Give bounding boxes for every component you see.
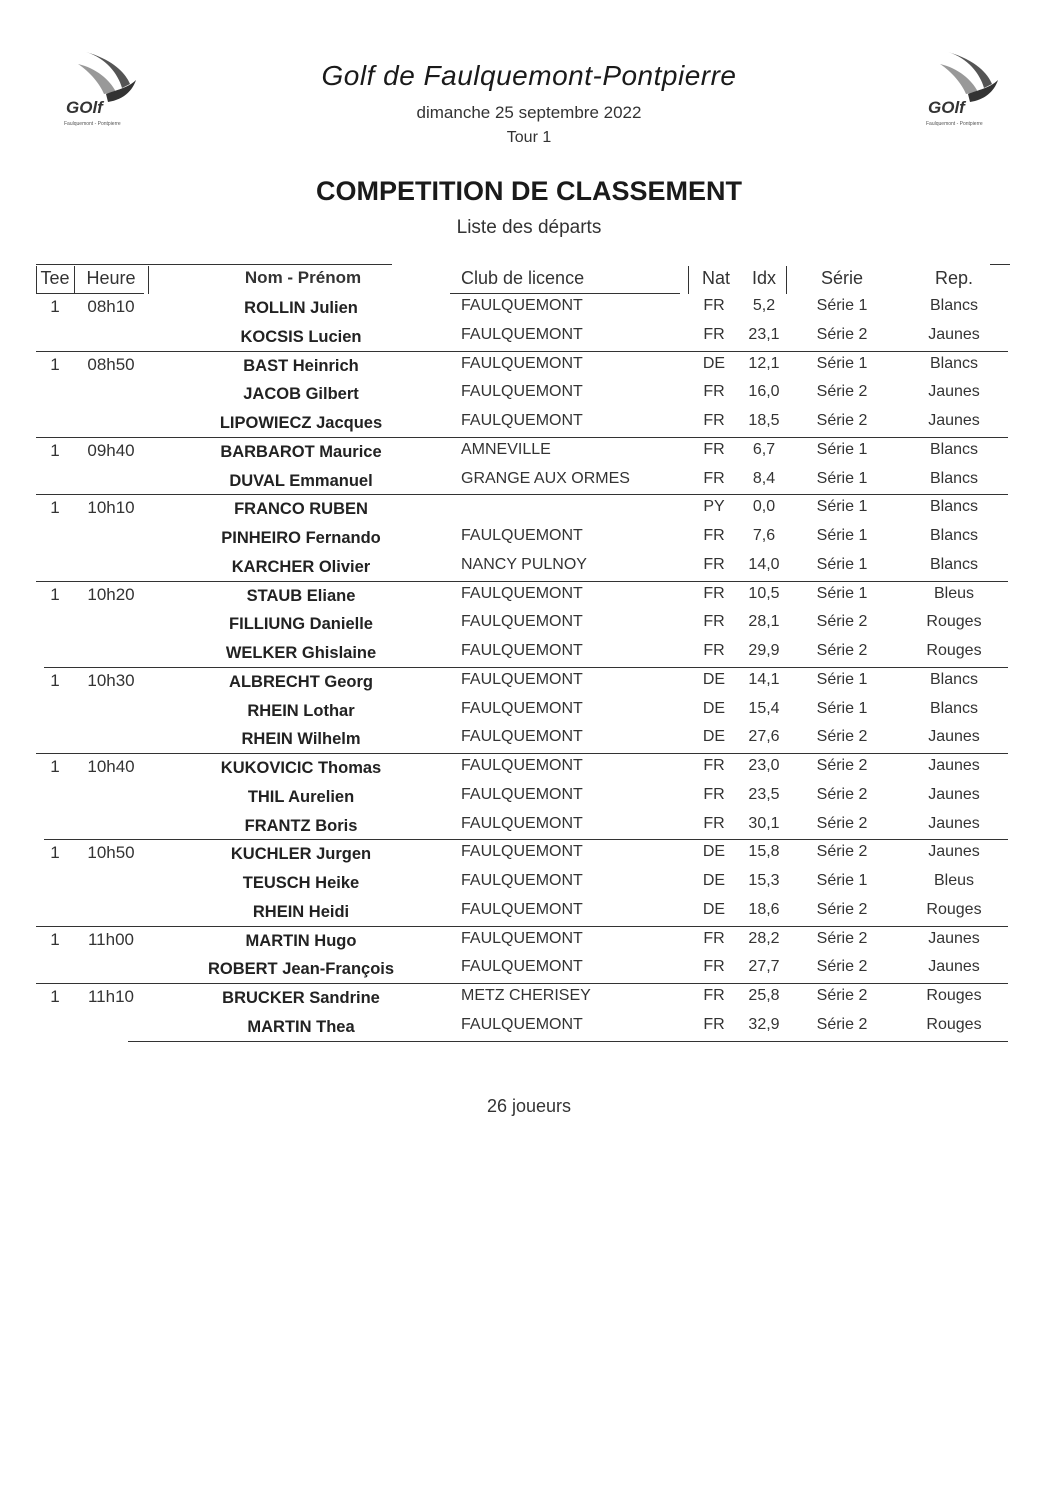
competition-heading: COMPETITION DE CLASSEMENT bbox=[315, 176, 742, 206]
col-header-rep: Rep. bbox=[934, 268, 974, 288]
player-name: STAUB Eliane bbox=[246, 586, 356, 605]
player-idx: 8,4 bbox=[752, 469, 776, 487]
player-club: FAULQUEMONT bbox=[461, 929, 583, 947]
player-rep: Blancs bbox=[929, 527, 979, 544]
player-club: FAULQUEMONT bbox=[461, 325, 583, 343]
player-idx: 16,0 bbox=[748, 383, 780, 401]
player-rep: Bleus bbox=[933, 872, 975, 889]
player-serie: Série 1 bbox=[816, 498, 868, 516]
player-name: ALBRECHT Georg bbox=[229, 672, 373, 691]
tee-number: 1 bbox=[50, 987, 60, 1006]
player-nat: FR bbox=[703, 440, 725, 458]
player-name: KUKOVICIC Thomas bbox=[220, 759, 382, 777]
tee-time: 10h10 bbox=[87, 498, 135, 518]
round-label: Tour 1 bbox=[506, 129, 552, 146]
player-nat: DE bbox=[702, 843, 726, 861]
player-club: FAULQUEMONT bbox=[461, 412, 583, 429]
player-nat: DE bbox=[702, 354, 726, 372]
player-serie: Série 2 bbox=[816, 383, 868, 401]
player-serie: Série 1 bbox=[816, 354, 868, 372]
player-rep: Blancs bbox=[929, 555, 979, 573]
tee-number: 1 bbox=[50, 843, 60, 863]
golf-logo-caption-right: Faulquemont - Pontpierre bbox=[926, 121, 983, 127]
player-idx: 10,5 bbox=[748, 584, 780, 602]
player-serie: Série 2 bbox=[816, 757, 868, 774]
player-nat: FR bbox=[703, 584, 725, 602]
player-idx: 23,0 bbox=[748, 757, 780, 774]
player-idx: 29,9 bbox=[748, 642, 780, 659]
player-club: FAULQUEMONT bbox=[461, 785, 583, 803]
player-idx: 27,7 bbox=[748, 958, 780, 976]
player-club: FAULQUEMONT bbox=[461, 900, 583, 918]
player-club: FAULQUEMONT bbox=[461, 814, 583, 832]
player-name: FILLIUNG Danielle bbox=[229, 615, 373, 634]
player-name: RHEIN Lothar bbox=[247, 701, 355, 720]
col-header-heure: Heure bbox=[86, 268, 136, 288]
player-idx: 32,9 bbox=[748, 1015, 780, 1033]
start-list-heading: Liste des départs bbox=[456, 217, 602, 238]
player-name: TEUSCH Heike bbox=[242, 874, 360, 892]
tee-time: 10h40 bbox=[87, 757, 135, 776]
player-club: FAULQUEMONT bbox=[461, 872, 583, 889]
page-title: Golf de Faulquemont-Pontpierre bbox=[321, 60, 737, 91]
player-club: AMNEVILLE bbox=[461, 440, 551, 458]
player-nat: DE bbox=[702, 670, 726, 688]
player-club: FAULQUEMONT bbox=[461, 843, 583, 861]
group-separator bbox=[36, 926, 1008, 927]
player-rep: Rouges bbox=[926, 987, 982, 1004]
player-name: LIPOWIECZ Jacques bbox=[219, 414, 383, 432]
col-header-nom: Nom - Prénom bbox=[244, 268, 362, 287]
player-nat: FR bbox=[703, 757, 725, 774]
player-serie: Série 1 bbox=[816, 440, 868, 458]
player-serie: Série 2 bbox=[816, 728, 868, 746]
player-serie: Série 2 bbox=[816, 958, 868, 976]
player-serie: Série 2 bbox=[816, 613, 868, 631]
player-idx: 28,1 bbox=[748, 613, 780, 631]
tee-number: 1 bbox=[50, 440, 60, 460]
player-club: FAULQUEMONT bbox=[461, 297, 583, 314]
player-nat: FR bbox=[703, 929, 725, 947]
player-serie: Série 2 bbox=[816, 814, 868, 832]
player-club: FAULQUEMONT bbox=[461, 670, 583, 688]
player-name: FRANCO RUBEN bbox=[234, 500, 368, 519]
tee-number: 1 bbox=[50, 584, 60, 604]
tee-number: 1 bbox=[50, 757, 60, 776]
player-serie: Série 1 bbox=[816, 469, 868, 487]
player-serie: Série 1 bbox=[816, 872, 868, 889]
player-idx: 15,8 bbox=[748, 843, 780, 861]
player-name: RHEIN Heidi bbox=[252, 902, 350, 921]
player-club: NANCY PULNOY bbox=[461, 555, 587, 573]
player-rep: Jaunes bbox=[928, 785, 980, 803]
player-rep: Jaunes bbox=[928, 757, 980, 774]
player-nat: FR bbox=[703, 469, 725, 487]
player-serie: Série 1 bbox=[816, 699, 868, 717]
player-club: FAULQUEMONT bbox=[461, 958, 583, 976]
tee-time: 11h10 bbox=[87, 987, 134, 1006]
player-idx: 5,2 bbox=[752, 297, 776, 314]
header-top-rule-right bbox=[990, 264, 1010, 265]
golf-logo-text-right: GOlf bbox=[928, 98, 965, 117]
tee-number: 1 bbox=[50, 297, 60, 316]
player-nat: FR bbox=[703, 297, 725, 314]
player-idx: 23,1 bbox=[748, 325, 780, 343]
player-rep: Blancs bbox=[929, 297, 979, 314]
player-serie: Série 2 bbox=[816, 642, 868, 659]
player-serie: Série 2 bbox=[816, 325, 868, 343]
player-rep: Jaunes bbox=[928, 412, 980, 429]
table-bottom-rule bbox=[128, 1041, 1008, 1042]
player-nat: FR bbox=[703, 785, 725, 803]
player-club: FAULQUEMONT bbox=[461, 354, 583, 372]
player-idx: 30,1 bbox=[748, 814, 780, 832]
player-rep: Bleus bbox=[933, 584, 975, 602]
group-separator bbox=[44, 667, 1008, 668]
player-rep: Jaunes bbox=[928, 383, 980, 401]
player-club: FAULQUEMONT bbox=[461, 527, 583, 544]
player-rep: Jaunes bbox=[928, 843, 980, 861]
player-nat: DE bbox=[702, 728, 726, 746]
player-name: MARTIN Hugo bbox=[245, 931, 357, 950]
tee-time: 11h00 bbox=[87, 929, 134, 949]
player-rep: Rouges bbox=[926, 900, 982, 918]
tee-time: 09h40 bbox=[87, 440, 135, 460]
player-rep: Rouges bbox=[926, 613, 982, 631]
player-rep: Jaunes bbox=[928, 325, 980, 343]
player-nat: FR bbox=[703, 412, 725, 429]
golf-logo-text-left: GOlf bbox=[66, 98, 103, 117]
golf-logo-caption-left: Faulquemont - Pontpierre bbox=[64, 121, 121, 127]
player-nat: FR bbox=[703, 555, 725, 573]
player-club: FAULQUEMONT bbox=[461, 383, 583, 401]
group-separator bbox=[36, 753, 1008, 754]
player-idx: 15,3 bbox=[748, 872, 780, 889]
player-rep: Blancs bbox=[929, 699, 979, 717]
player-nat: DE bbox=[702, 699, 726, 717]
player-rep: Rouges bbox=[926, 642, 982, 659]
col-header-club: Club de licence bbox=[461, 268, 585, 288]
player-nat: FR bbox=[703, 325, 725, 343]
player-rep: Jaunes bbox=[928, 814, 980, 832]
player-idx: 6,7 bbox=[752, 440, 776, 458]
tee-time: 10h20 bbox=[87, 584, 135, 604]
player-serie: Série 1 bbox=[816, 297, 868, 314]
player-club: FAULQUEMONT bbox=[461, 699, 583, 717]
col-header-idx: Idx bbox=[751, 268, 776, 288]
header-divider bbox=[688, 266, 689, 294]
player-name: BRUCKER Sandrine bbox=[222, 989, 380, 1007]
group-separator bbox=[36, 983, 1008, 984]
player-nat: FR bbox=[703, 1015, 725, 1033]
player-name: KARCHER Olivier bbox=[231, 557, 371, 576]
event-date: dimanche 25 septembre 2022 bbox=[416, 103, 642, 122]
player-idx: 18,6 bbox=[748, 900, 780, 918]
player-serie: Série 2 bbox=[816, 785, 868, 803]
player-nat: FR bbox=[703, 383, 725, 401]
group-separator bbox=[36, 437, 1008, 438]
player-club: FAULQUEMONT bbox=[461, 613, 583, 631]
group-separator bbox=[36, 581, 1008, 582]
player-rep: Blancs bbox=[929, 670, 979, 688]
player-rep: Jaunes bbox=[928, 929, 980, 947]
player-name: ROLLIN Julien bbox=[244, 299, 358, 317]
player-rep: Blancs bbox=[929, 440, 979, 458]
col-header-nat: Nat bbox=[701, 268, 730, 288]
player-nat: DE bbox=[702, 872, 726, 889]
header-bottom-rule bbox=[36, 293, 144, 294]
player-idx: 28,2 bbox=[748, 929, 780, 947]
player-idx: 14,1 bbox=[748, 670, 780, 688]
header-divider bbox=[786, 266, 787, 294]
player-serie: Série 1 bbox=[816, 527, 868, 544]
player-name: FRANTZ Boris bbox=[244, 816, 358, 835]
player-rep: Blancs bbox=[929, 469, 979, 487]
player-idx: 27,6 bbox=[748, 728, 780, 746]
player-club: FAULQUEMONT bbox=[461, 584, 583, 602]
player-nat: FR bbox=[703, 527, 725, 544]
player-name: BAST Heinrich bbox=[243, 356, 359, 375]
player-idx: 0,0 bbox=[752, 498, 776, 516]
player-idx: 23,5 bbox=[748, 785, 780, 803]
player-rep: Blancs bbox=[929, 354, 979, 372]
player-name: ROBERT Jean-François bbox=[207, 960, 395, 979]
tee-number: 1 bbox=[50, 498, 60, 518]
player-idx: 7,6 bbox=[752, 527, 776, 544]
player-club: METZ CHERISEY bbox=[461, 987, 591, 1004]
player-name: RHEIN Wilhelm bbox=[241, 730, 361, 749]
tee-number: 1 bbox=[50, 670, 60, 690]
player-nat: FR bbox=[703, 958, 725, 976]
group-separator bbox=[36, 351, 1008, 352]
player-serie: Série 1 bbox=[816, 555, 868, 573]
player-name: KUCHLER Jurgen bbox=[230, 845, 372, 864]
tee-time: 08h10 bbox=[87, 297, 135, 316]
player-name: MARTIN Thea bbox=[247, 1017, 355, 1036]
header-top-rule bbox=[36, 264, 392, 265]
player-count: 26 joueurs bbox=[486, 1096, 572, 1116]
player-idx: 15,4 bbox=[748, 699, 780, 717]
player-serie: Série 2 bbox=[816, 900, 868, 918]
player-club: FAULQUEMONT bbox=[461, 1015, 583, 1033]
col-header-tee: Tee bbox=[40, 268, 70, 288]
player-serie: Série 2 bbox=[816, 843, 868, 861]
player-serie: Série 2 bbox=[816, 412, 868, 429]
player-rep: Jaunes bbox=[928, 728, 980, 746]
tee-number: 1 bbox=[50, 354, 60, 374]
player-idx: 18,5 bbox=[748, 412, 780, 429]
player-nat: FR bbox=[703, 987, 725, 1004]
player-idx: 25,8 bbox=[748, 987, 780, 1004]
player-idx: 14,0 bbox=[748, 555, 780, 573]
col-header-serie: Série bbox=[820, 268, 864, 288]
player-nat: PY bbox=[703, 498, 725, 516]
tee-number: 1 bbox=[50, 929, 60, 949]
player-name: THIL Aurelien bbox=[247, 787, 355, 806]
player-name: JACOB Gilbert bbox=[243, 385, 359, 404]
player-serie: Série 2 bbox=[816, 987, 868, 1004]
tee-time: 08h50 bbox=[87, 354, 135, 374]
player-nat: DE bbox=[702, 900, 726, 918]
tee-time: 10h50 bbox=[87, 843, 135, 863]
player-nat: FR bbox=[703, 642, 725, 659]
player-name: BARBAROT Maurice bbox=[220, 442, 382, 461]
player-nat: FR bbox=[703, 814, 725, 832]
player-serie: Série 1 bbox=[816, 670, 868, 688]
player-rep: Rouges bbox=[926, 1015, 982, 1033]
player-name: DUVAL Emmanuel bbox=[229, 471, 373, 490]
player-club: FAULQUEMONT bbox=[461, 728, 583, 746]
player-nat: FR bbox=[703, 613, 725, 631]
player-rep: Jaunes bbox=[928, 958, 980, 976]
group-separator bbox=[44, 839, 1008, 840]
player-name: WELKER Ghislaine bbox=[225, 644, 377, 662]
player-serie: Série 2 bbox=[816, 929, 868, 947]
group-separator bbox=[36, 494, 1008, 495]
player-serie: Série 1 bbox=[816, 584, 868, 602]
player-rep: Blancs bbox=[929, 498, 979, 516]
player-club: FAULQUEMONT bbox=[461, 757, 583, 774]
player-name: KOCSIS Lucien bbox=[240, 327, 362, 346]
player-club: FAULQUEMONT bbox=[461, 642, 583, 659]
player-club: GRANGE AUX ORMES bbox=[461, 469, 630, 487]
header-bottom-rule bbox=[450, 293, 680, 294]
tee-time: 10h30 bbox=[87, 670, 135, 690]
player-serie: Série 2 bbox=[816, 1015, 868, 1033]
player-idx: 12,1 bbox=[748, 354, 780, 372]
player-name: PINHEIRO Fernando bbox=[221, 529, 381, 547]
